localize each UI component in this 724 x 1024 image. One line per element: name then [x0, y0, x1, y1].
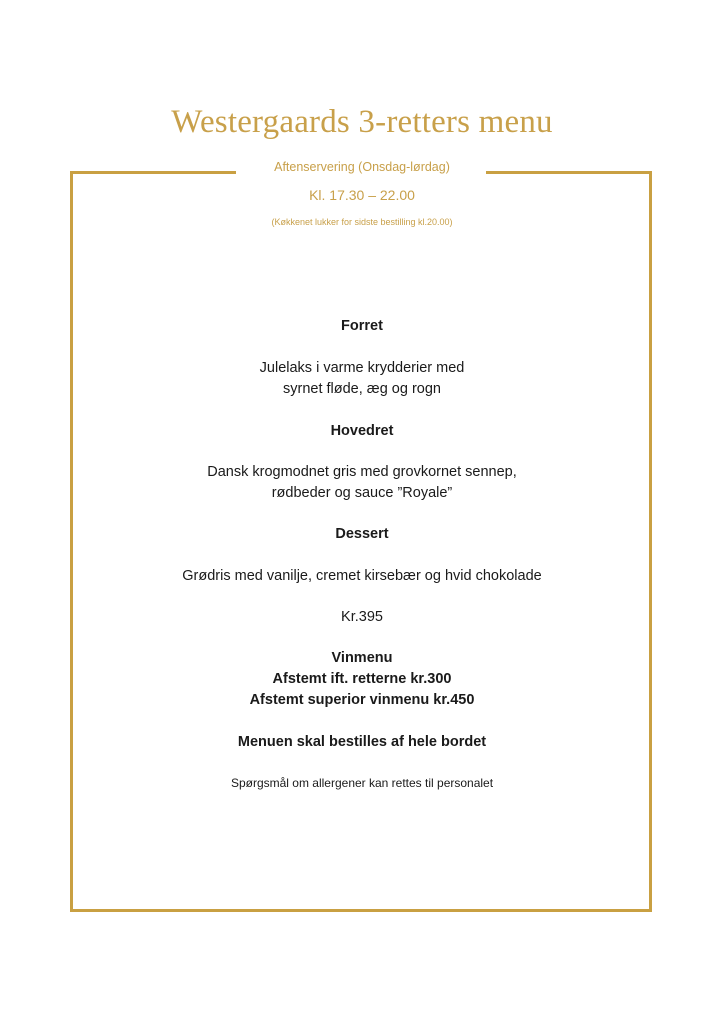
main-description: [0, 462, 724, 504]
main-heading: Hovedret: [330, 423, 394, 439]
menu-title: Westergaards 3-retters menu: [171, 104, 553, 140]
wine-menu: [0, 648, 724, 711]
starter-line-1: Julelaks i varme krydderier med: [259, 360, 465, 376]
service-subtitle: Aftenservering (Onsdag-lørdag): [274, 160, 450, 174]
dessert-heading: Dessert: [335, 526, 389, 542]
starter-description: [0, 358, 724, 400]
main-line-2: rødbeder og sauce ”Royale”: [271, 485, 453, 501]
allergen-note: Spørgsmål om allergener kan rettes til personalet: [230, 776, 494, 790]
table-note: Menuen skal bestilles af hele bordet: [237, 734, 487, 750]
wine-option-2: Afstemt superior vinmenu kr.450: [249, 692, 475, 708]
wine-option-1: Afstemt ift. retterne kr.300: [272, 671, 452, 687]
kitchen-note: (Køkkenet lukker for sidste bestilling kl.20.00): [271, 217, 453, 227]
starter-line-2: syrnet fløde, æg og rogn: [283, 381, 441, 397]
dessert-description: Grødris med vanilje, cremet kirsebær og hvid chokolade: [182, 568, 542, 584]
menu-price: Kr.395: [341, 609, 383, 625]
main-line-1: Dansk krogmodnet gris med grovkornet sennep,: [207, 464, 517, 480]
wine-heading: Vinmenu: [331, 650, 393, 666]
service-hours: Kl. 17.30 – 22.00: [309, 187, 415, 203]
starter-heading: Forret: [341, 318, 383, 334]
